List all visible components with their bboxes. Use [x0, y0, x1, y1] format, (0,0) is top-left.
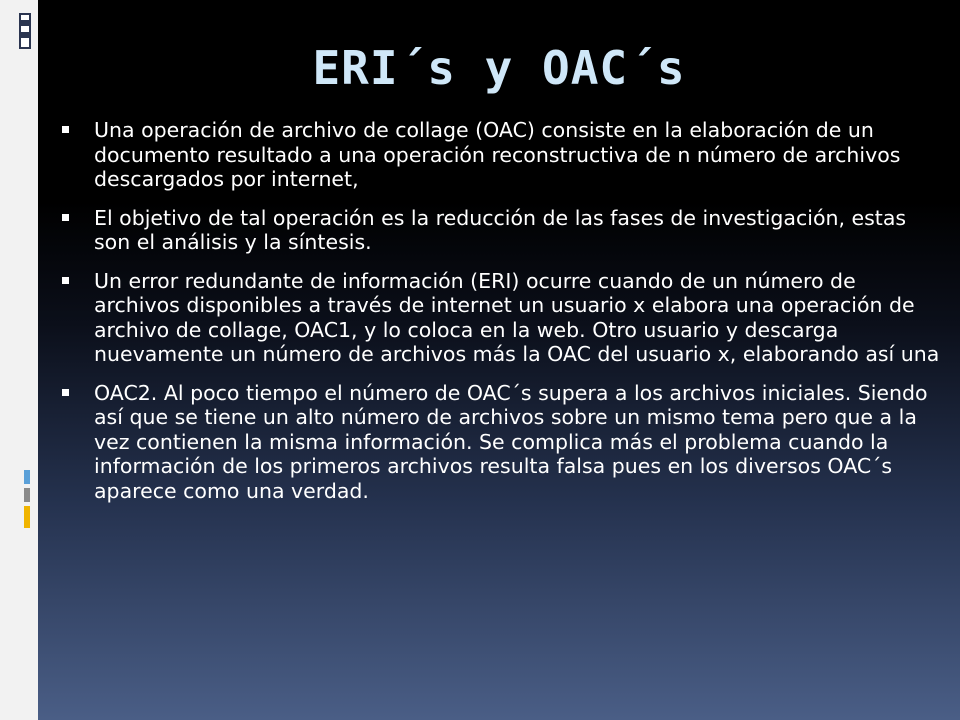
- deco-square-yellow: [24, 506, 30, 528]
- square-bullet-icon: [62, 277, 69, 284]
- square-bullet-icon: [62, 389, 69, 396]
- bullet-text: Una operación de archivo de collage (OAC) consiste en la elaboración de un documento resultado a una operación reconstructiva de n número de archivos descargados por internet,: [94, 118, 901, 191]
- bullet-text: El objetivo de tal operación es la reducción de las fases de investigación, estas son el análisis y la síntesis.: [94, 205, 907, 254]
- deco-square-blue: [24, 470, 30, 484]
- bullet-item: [62, 118, 946, 192]
- bullet-text: OAC2. Al poco tiempo el número de OAC´s supera a los archivos iniciales. Siendo así que se tiene un alto número de archivos sobre un mismo tema pero que a la vez contienen la misma información. Se complica más el problema cuando la información de los primeros archivos resulta falsa pues en los diversos OAC´s aparece como una verdad.: [94, 380, 928, 503]
- square-bullet-icon: [62, 214, 69, 221]
- bullet-item: [62, 269, 946, 367]
- side-decoration: [0, 0, 36, 720]
- bullet-list: [62, 118, 946, 517]
- slide-title: ERI´s y OAC´s: [312, 41, 686, 95]
- bullet-text: Un error redundante de información (ERI) ocurre cuando de un número de archivos disponibles a través de internet un usuario x elabora una operación de archivo de collage, OAC1, y lo coloca en la web. Otro usuario y descarga nuevamente un número de archivos más la OAC del usuario x, elaborando así una: [94, 268, 940, 366]
- deco-bar-2: [20, 20, 30, 26]
- bullet-item: [62, 381, 946, 504]
- square-bullet-icon: [62, 126, 69, 133]
- deco-bar-1: [20, 14, 30, 48]
- deco-square-gray: [24, 488, 30, 502]
- bullet-item: [62, 206, 946, 255]
- deco-bar-3: [20, 32, 30, 38]
